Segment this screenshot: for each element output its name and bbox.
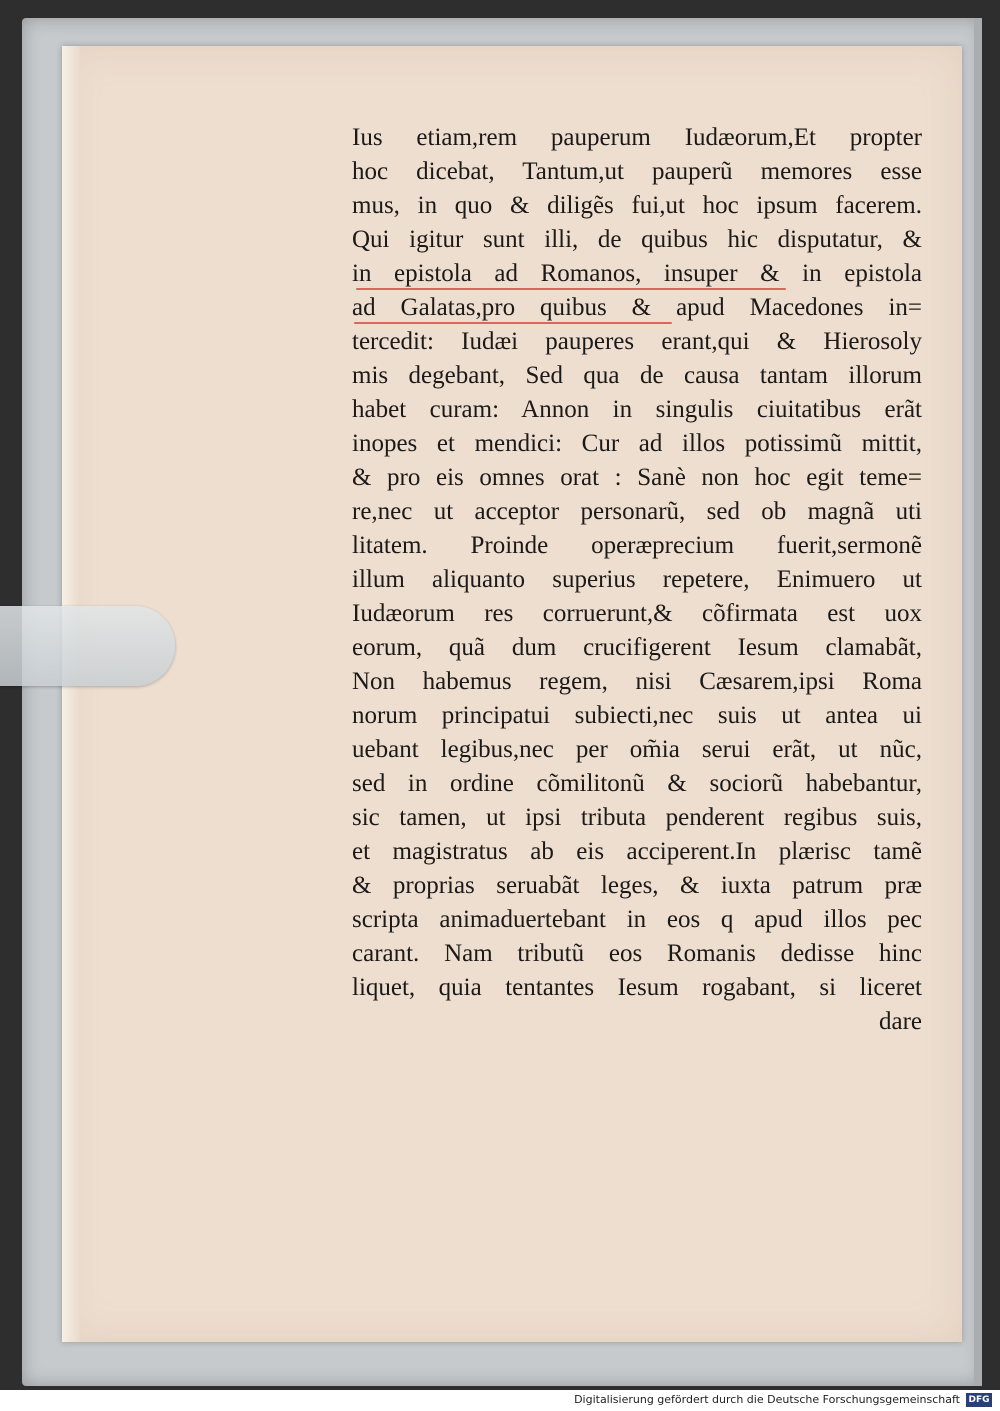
- text-line: habet curam: Annon in singulis ciuitatibus erãt: [352, 396, 922, 423]
- text-line: & proprias seruabãt leges, & iuxta patrum præ: [352, 872, 922, 899]
- text-line: sed in ordine cõmilitonũ & sociorũ habebantur,: [352, 770, 922, 797]
- board-edge: [974, 18, 982, 1386]
- red-underline-mark: [354, 322, 672, 324]
- text-line: liquet, quia tentantes Iesum rogabant, si liceret: [352, 974, 922, 1001]
- text-line: mis degebant, Sed qua de causa tantam illorum: [352, 362, 922, 389]
- text-line: hoc dicebat, Tantum,ut pauperũ memores esse: [352, 158, 922, 185]
- text-line: sic tamen, ut ipsi tributa penderent regibus suis,: [352, 804, 922, 831]
- text-line: illum aliquanto superius repetere, Enimuero ut: [352, 566, 922, 593]
- text-line-catchword: dare: [878, 1008, 922, 1035]
- printed-text-block: [352, 122, 932, 1062]
- text-line: et magistratus ab eis acciperent.In plærisc tamẽ: [352, 838, 922, 865]
- text-line: norum principatui subiecti,nec suis ut antea ui: [352, 702, 922, 729]
- text-line: Iudæorum res corruerunt,& cõfirmata est uox: [352, 600, 922, 627]
- text-line: Non habemus regem, nisi Cæsarem,ipsi Roma: [352, 668, 922, 695]
- text-line: & pro eis omnes orat : Sanè non hoc egit teme=: [352, 464, 922, 491]
- text-line: scripta animaduertebant in eos q apud illos pec: [352, 906, 922, 933]
- text-line: eorum, quã dum crucifigerent Iesum clamabãt,: [352, 634, 922, 661]
- page-gutter-edge: [62, 46, 80, 1342]
- text-line: litatem. Proinde operæprecium fuerit,sermonẽ: [352, 532, 922, 559]
- text-line: tercedit: Iudæi pauperes erant,qui & Hierosoly: [352, 328, 922, 355]
- translucent-page-tab: [0, 606, 175, 686]
- text-line: Ius etiam,rem pauperum Iudæorum,Et propter: [352, 124, 922, 151]
- funding-credit-text: Digitalisierung gefördert durch die Deutsche Forschungsgemeinschaft: [574, 1393, 960, 1406]
- dfg-logo: DFG: [966, 1393, 992, 1407]
- text-line: uebant legibus,nec per om̃ia serui erãt, ut nũc,: [352, 736, 922, 763]
- footer-bar: [0, 1390, 1000, 1411]
- text-line: Qui igitur sunt illi, de quibus hic disputatur, &: [352, 226, 922, 253]
- text-line: mus, in quo & diligẽs fui,ut hoc ipsum facerem.: [352, 192, 922, 219]
- red-underline-mark: [356, 288, 786, 290]
- text-line: inopes et mendici: Cur ad illos potissimũ mittit,: [352, 430, 922, 457]
- text-line: ad Galatas,pro quibus & apud Macedones in=: [352, 294, 922, 321]
- text-line: in epistola ad Romanos, insuper & in epistola: [352, 260, 922, 287]
- text-line: re,nec ut acceptor personarũ, sed ob magnã uti: [352, 498, 922, 525]
- text-line: carant. Nam tributũ eos Romanis dedisse hinc: [352, 940, 922, 967]
